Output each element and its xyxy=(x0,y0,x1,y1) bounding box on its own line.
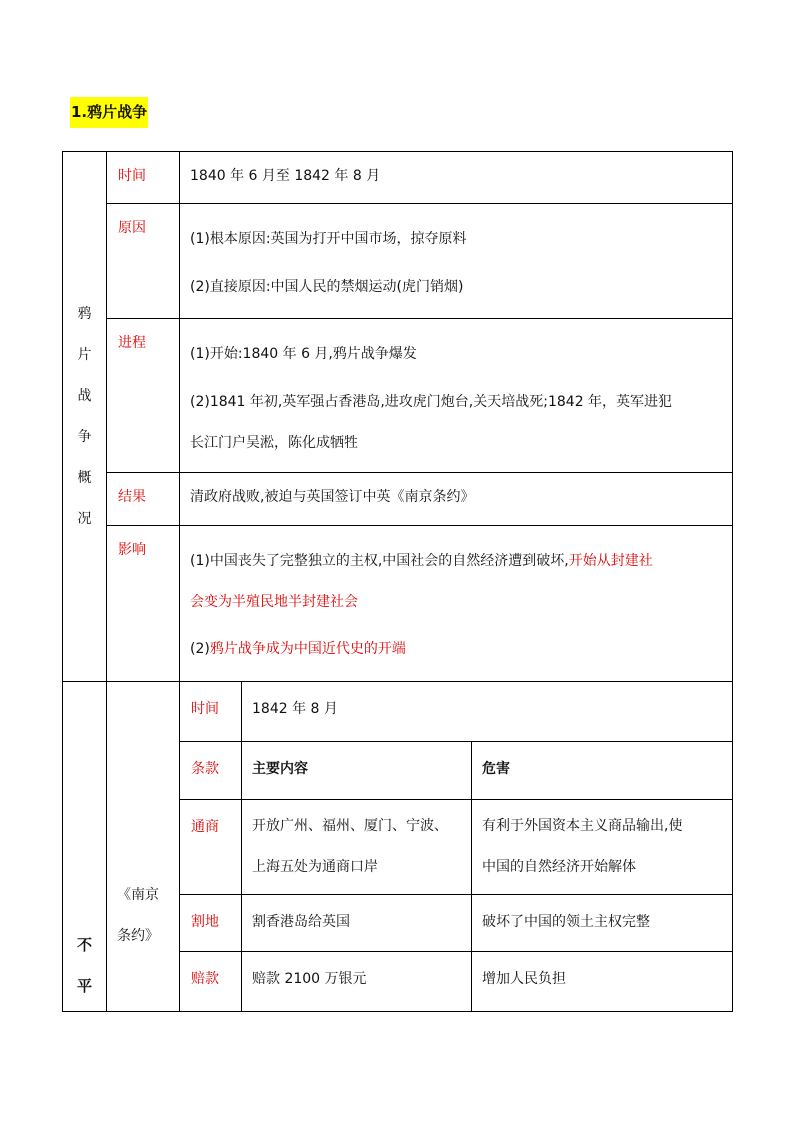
cause-line-1: (1)根本原因:英国为打开中国市场，掠夺原料 xyxy=(190,231,467,247)
side-char: 不 xyxy=(76,936,92,954)
impact-text: (2) xyxy=(190,641,210,657)
opium-war-overview-table xyxy=(62,151,733,682)
side-char: 概 xyxy=(77,469,92,486)
result-value: 清政府战败,被迫与英国签订中英《南京条约》 xyxy=(180,473,733,526)
clause-land-harm: 破坏了中国的领土主权完整 xyxy=(472,895,733,952)
process-label: 进程 xyxy=(107,319,180,473)
harm-header: 危害 xyxy=(472,742,733,800)
treaty-name-line: 条约》 xyxy=(117,928,159,944)
impact-cell xyxy=(180,526,733,682)
main-content-header: 主要内容 xyxy=(242,742,472,800)
clause-trade-label: 通商 xyxy=(180,800,242,895)
content-line: 开放广州、福州、厦门、宁波、 xyxy=(252,818,448,834)
harm-line: 有利于外国资本主义商品输出,使 xyxy=(482,818,683,834)
impact-line-3 xyxy=(180,623,732,670)
clause-indemnity-label: 赔款 xyxy=(180,952,242,1012)
time-value: 1840 年 6 月至 1842 年 8 月 xyxy=(180,152,733,204)
clause-label: 条款 xyxy=(180,742,242,800)
treaty-name-cell xyxy=(107,682,180,1012)
section-heading: 1.鸦片战争 xyxy=(70,97,148,128)
process-line-2b: 长江门户吴淞，陈化成牺牲 xyxy=(190,435,358,451)
process-cell xyxy=(180,319,733,473)
process-line-2a: (2)1841 年初,英军强占香港岛,进攻虎门炮台,关天培战死;1842 年，英军进犯 xyxy=(190,394,673,410)
process-line-1: (1)开始:1840 年 6 月,鸦片战争爆发 xyxy=(190,346,417,362)
side-char: 战 xyxy=(77,387,92,404)
treaty-time-value: 1842 年 8 月 xyxy=(242,682,733,742)
clause-indemnity-harm: 增加人民负担 xyxy=(472,952,733,1012)
side-char: 平 xyxy=(76,977,92,995)
side-char: 况 xyxy=(77,510,92,527)
impact-line-1 xyxy=(180,526,732,582)
cause-line-2: (2)直接原因:中国人民的禁烟运动(虎门销烟) xyxy=(190,279,464,295)
impact-label: 影响 xyxy=(107,526,180,682)
clause-indemnity-content: 赔款 2100 万银元 xyxy=(242,952,472,1012)
result-label: 结果 xyxy=(107,473,180,526)
clause-trade-harm xyxy=(472,800,733,895)
impact-text: (1)中国丧失了完整独立的主权,中国社会的自然经济遭到破坏, xyxy=(190,553,569,569)
treaty-name-line: 《南京 xyxy=(117,887,159,903)
treaty-time-label: 时间 xyxy=(180,682,242,742)
treaty-side-label xyxy=(63,682,107,1012)
clause-land-label: 割地 xyxy=(180,895,242,952)
nanjing-treaty-table xyxy=(62,681,733,1012)
clause-trade-content xyxy=(242,800,472,895)
side-char: 片 xyxy=(77,346,92,363)
harm-line: 中国的自然经济开始解体 xyxy=(482,859,636,875)
side-char: 争 xyxy=(77,428,92,445)
cause-cell xyxy=(180,204,733,319)
clause-land-content: 割香港岛给英国 xyxy=(242,895,472,952)
impact-highlight: 鸦片战争成为中国近代史的开端 xyxy=(209,641,406,657)
cause-label: 原因 xyxy=(107,204,180,319)
time-label: 时间 xyxy=(107,152,180,204)
impact-highlight: 开始从封建社 xyxy=(568,553,653,569)
impact-line-2: 会变为半殖民地半封建社会 xyxy=(190,594,358,610)
overview-side-label xyxy=(63,152,107,682)
side-char: 鸦 xyxy=(77,305,92,322)
content-line: 上海五处为通商口岸 xyxy=(252,859,378,875)
